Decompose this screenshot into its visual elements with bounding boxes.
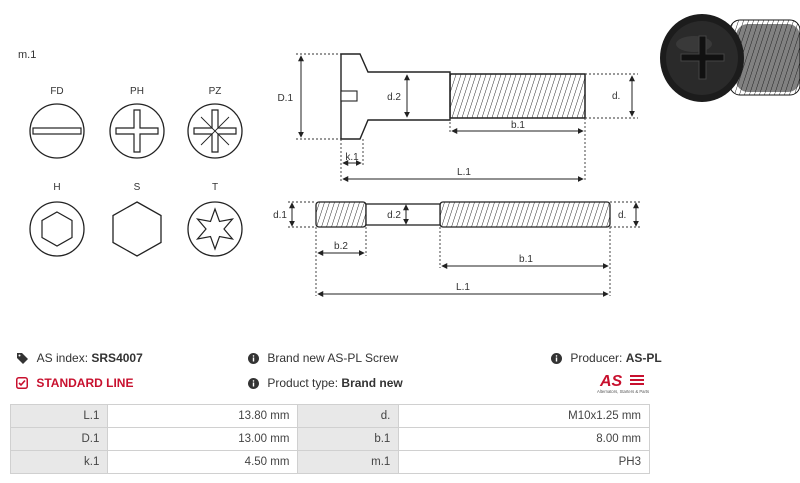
head-code-h: H	[53, 182, 61, 193]
stud-label-b2: b.2	[334, 241, 348, 252]
standard-line-row	[16, 376, 133, 390]
info-icon	[248, 353, 259, 364]
dim-label-L1: L.1	[457, 167, 471, 178]
spec-table	[10, 404, 650, 474]
spec-key: D.1	[11, 428, 108, 451]
brand-row	[248, 351, 398, 365]
spec-value: M10x1.25 mm	[399, 405, 650, 428]
spec-value: 8.00 mm	[399, 428, 650, 451]
spec-key: b.1	[298, 428, 399, 451]
dim-label-D1: D.1	[277, 93, 293, 104]
producer-label: Producer:	[570, 351, 623, 365]
producer-value: AS-PL	[625, 351, 662, 365]
stud-label-b1: b.1	[519, 254, 533, 265]
head-code-ph: PH	[130, 86, 144, 97]
stud-label-d: d.	[618, 210, 627, 221]
as-index-value: SRS4007	[91, 351, 143, 365]
stud-drawing	[273, 202, 640, 296]
product-photo	[660, 14, 800, 102]
screw-drawing	[277, 54, 638, 182]
spec-value: 4.50 mm	[108, 451, 298, 474]
spec-key: L.1	[11, 405, 108, 428]
spec-value: PH3	[399, 451, 650, 474]
info-icon	[551, 353, 562, 364]
torx-drive-icon	[188, 182, 242, 256]
product-type-label: Product type:	[267, 376, 339, 390]
table-row	[11, 451, 650, 474]
spec-key: d.	[298, 405, 399, 428]
product-type-row	[248, 376, 403, 390]
logo-text: AS	[600, 373, 623, 390]
spec-value: 13.00 mm	[108, 428, 298, 451]
head-code-t: T	[211, 182, 219, 193]
spec-key: k.1	[11, 451, 108, 474]
as-index-label: AS index:	[36, 351, 89, 365]
dim-label-d: d.	[612, 91, 621, 102]
flat-slot-drive-icon	[30, 86, 84, 158]
stud-label-L1: L.1	[456, 282, 470, 293]
producer-row	[551, 351, 662, 365]
table-row	[11, 428, 650, 451]
hex-head-icon	[113, 182, 161, 256]
product-type-value: Brand new	[341, 376, 403, 390]
as-pl-logo	[596, 371, 656, 395]
dim-label-d2: d.2	[387, 92, 401, 103]
standard-line-label: STANDARD LINE	[36, 376, 134, 390]
pozidriv-drive-icon	[188, 86, 242, 158]
checkbox-checked-icon	[16, 377, 28, 389]
head-code-fd: FD	[50, 86, 64, 97]
head-code-s: S	[133, 182, 141, 193]
dim-label-b1: b.1	[511, 120, 525, 131]
info-icon	[248, 378, 259, 389]
as-index-row	[16, 351, 143, 365]
head-code-pz: PZ	[208, 86, 222, 97]
stud-label-d1: d.1	[273, 210, 287, 221]
section-label: m.1	[18, 49, 37, 61]
hex-socket-drive-icon	[30, 182, 84, 256]
phillips-drive-icon	[110, 86, 164, 158]
table-row	[11, 405, 650, 428]
stud-label-d2: d.2	[387, 210, 401, 221]
tags-icon	[16, 352, 29, 364]
logo-tagline: Alternators, Starters & Parts	[597, 389, 650, 394]
spec-value: 13.80 mm	[108, 405, 298, 428]
brand-text: Brand new AS-PL Screw	[267, 351, 399, 365]
spec-key: m.1	[298, 451, 399, 474]
dim-label-k1: k.1	[345, 152, 359, 163]
